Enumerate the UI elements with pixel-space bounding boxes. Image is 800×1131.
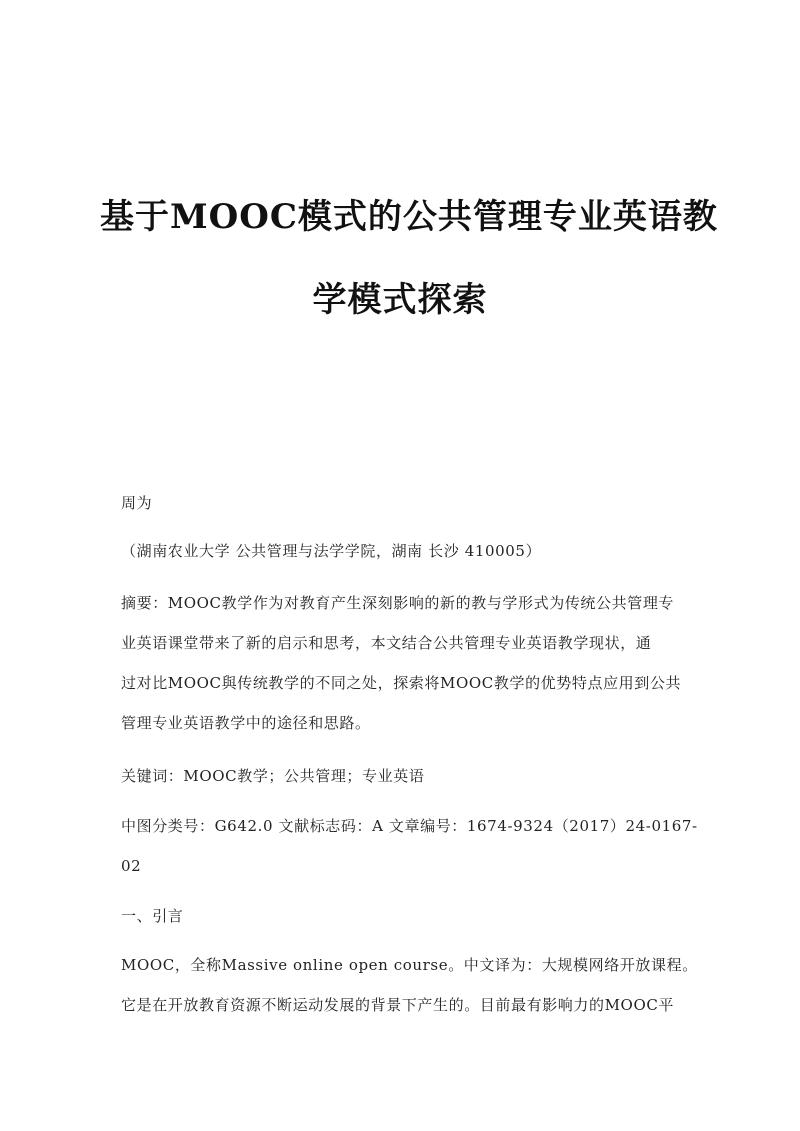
abstract	[121, 583, 681, 743]
author-affiliation: （湖南农业大学 公共管理与法学学院，湖南 长沙 410005）	[121, 542, 542, 560]
author-name: 周为	[121, 494, 153, 512]
abstract-line: 摘要：MOOC教学作为对教育产生深刻影响的新的教与学形式为传统公共管理专	[121, 594, 675, 612]
classification-line: 02	[121, 857, 142, 875]
abstract-line: 管理专业英语教学中的途径和思路。	[121, 714, 371, 732]
classification-line: 中图分类号：G642.0 文献标志码：A 文章编号：1674-9324（2017）24-0167-	[121, 817, 698, 835]
body-text	[121, 945, 698, 1025]
classification-info	[121, 806, 698, 886]
section-heading-introduction: 一、引言	[121, 907, 184, 925]
body-line: MOOC，全称Massive online open course。中文译为：大规模网络开放课程。	[121, 956, 698, 974]
abstract-line: 业英语课堂带来了新的启示和思考，本文结合公共管理专业英语教学现状，通	[121, 634, 652, 652]
paper-title-line-1: 基于MOOC模式的公共管理专业英语教	[100, 197, 718, 237]
keywords: 关键词：MOOC教学；公共管理；专业英语	[121, 767, 425, 785]
abstract-line: 过对比MOOC與传统教学的不同之处，探索将MOOC教学的优势特点应用到公共	[121, 674, 682, 692]
body-line: 它是在开放教育资源不断运动发展的背景下产生的。目前最有影响力的MOOC平	[121, 996, 675, 1014]
paper-title-line-2: 学模式探索	[312, 280, 488, 320]
